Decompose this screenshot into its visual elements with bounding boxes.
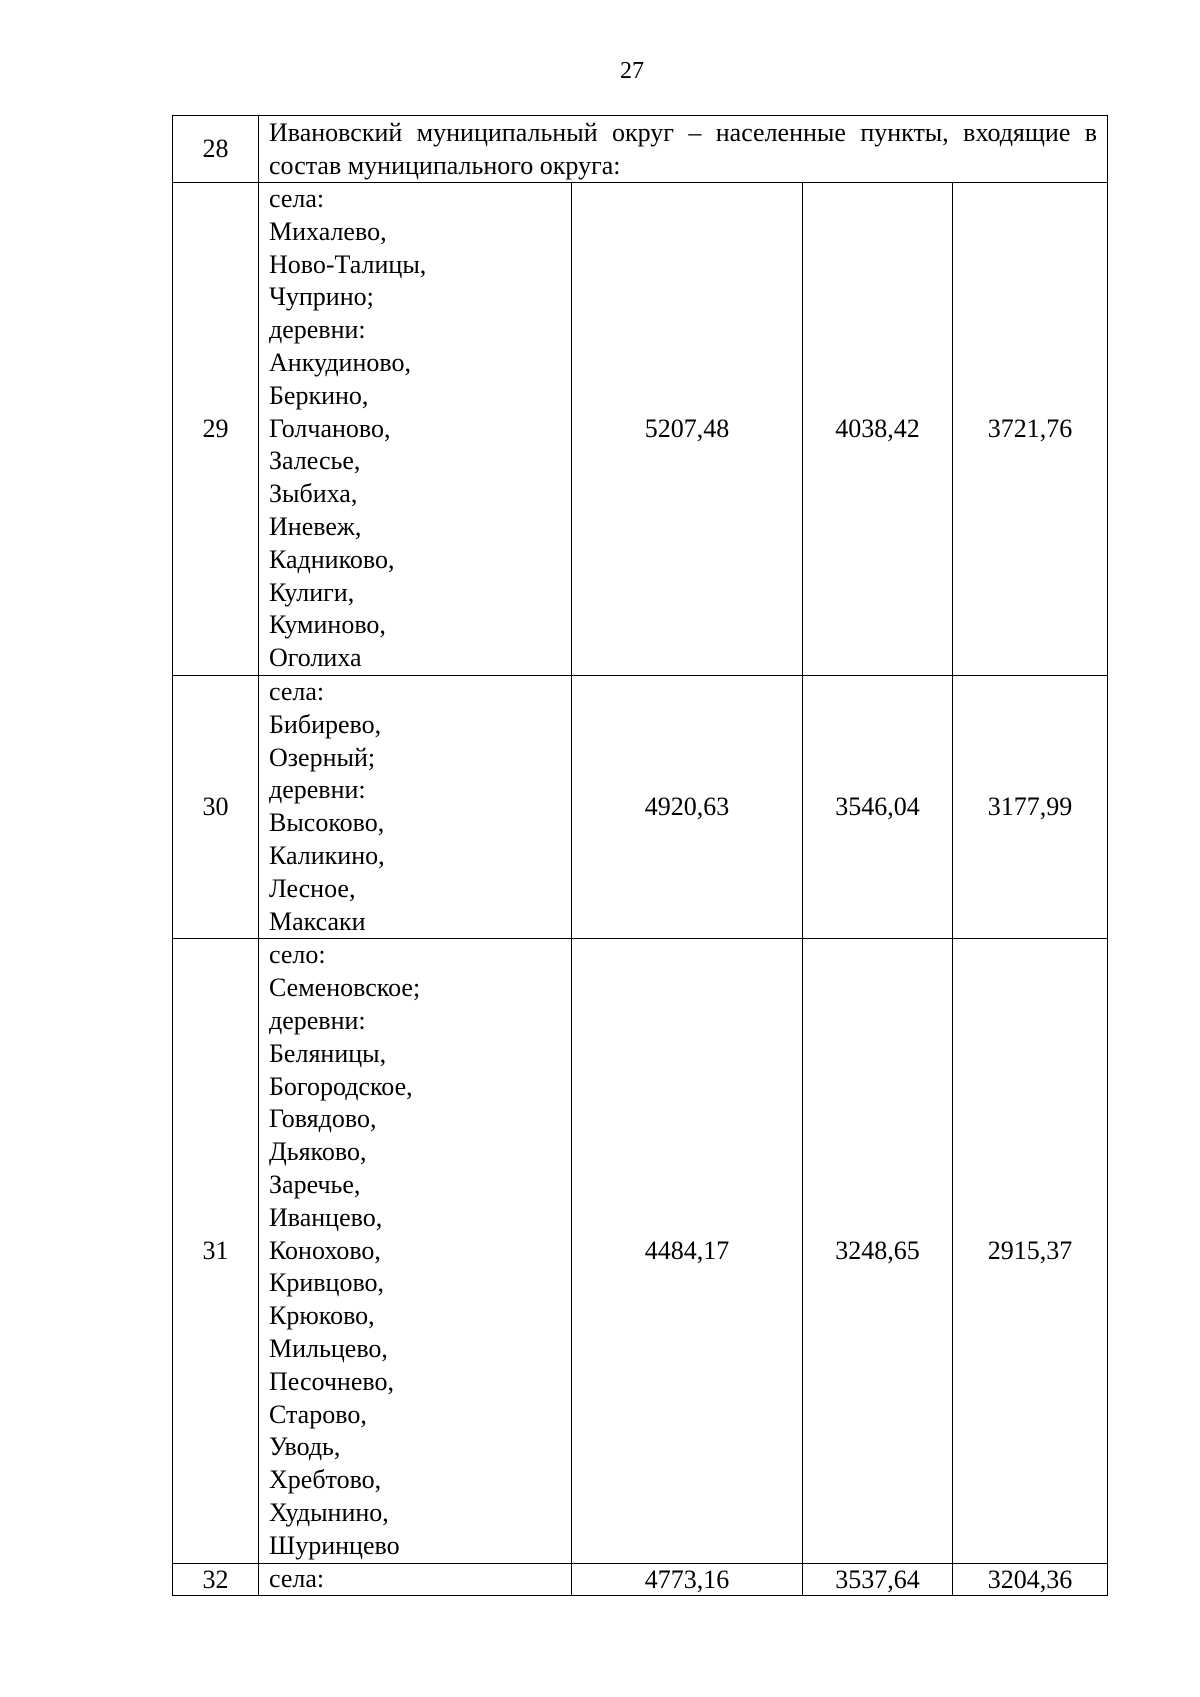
- settlement-name: Шуринцево: [269, 1530, 400, 1560]
- settlement-name: Зыбиха,: [269, 479, 358, 509]
- settlement-names-cell: [259, 676, 572, 939]
- table-row: [173, 1564, 1108, 1596]
- value-cell-3: 3177,99: [953, 676, 1108, 939]
- value-cell-2: 3248,65: [803, 939, 953, 1564]
- settlement-name: села:: [269, 184, 325, 213]
- settlement-name: Каликино,: [269, 840, 385, 870]
- settlement-name: село:: [269, 940, 326, 970]
- table-row: [173, 676, 1108, 939]
- table-row: [173, 939, 1108, 1564]
- settlement-name: Ново-Талицы,: [269, 249, 427, 279]
- settlement-name: Максаки: [269, 906, 366, 936]
- settlement-name: Иванцево,: [269, 1202, 383, 1232]
- settlement-name: Кривцово,: [269, 1268, 385, 1298]
- settlement-name: Уводь,: [269, 1432, 341, 1462]
- settlement-name: Говядово,: [269, 1104, 377, 1134]
- row-number: 28: [173, 116, 259, 183]
- value-cell-3: 3721,76: [953, 183, 1108, 676]
- settlement-name: Михалево,: [269, 216, 387, 246]
- settlement-name: Песочнево,: [269, 1366, 394, 1396]
- settlement-name: Хребтово,: [269, 1465, 382, 1495]
- settlement-name: Чуприно;: [269, 282, 374, 312]
- row-number: 32: [173, 1564, 259, 1596]
- settlement-name: Бибирево,: [269, 709, 382, 739]
- district-heading: Ивановский муниципальный округ – населенные пункты, входящие в состав муниципального округа:: [259, 116, 1108, 183]
- settlement-name: Конохово,: [269, 1235, 381, 1265]
- settlement-name: деревни:: [269, 775, 366, 805]
- value-cell-3: 2915,37: [953, 939, 1108, 1564]
- settlement-name: деревни:: [269, 1005, 366, 1035]
- settlement-name: Голчаново,: [269, 413, 391, 443]
- settlement-name: деревни:: [269, 315, 366, 345]
- row-number: 29: [173, 183, 259, 676]
- value-cell-1: 5207,48: [572, 183, 803, 676]
- settlement-name: Иневеж,: [269, 511, 362, 541]
- row-number: 31: [173, 939, 259, 1564]
- settlement-name: села:: [269, 677, 325, 706]
- settlement-name: Крюково,: [269, 1301, 375, 1331]
- value-cell-1: 4484,17: [572, 939, 803, 1564]
- settlement-names-cell: [259, 939, 572, 1564]
- settlement-name: Заречье,: [269, 1169, 361, 1199]
- settlement-name: Анкудиново,: [269, 347, 411, 377]
- table-row: [173, 183, 1108, 676]
- value-cell-3: 3204,36: [953, 1564, 1108, 1596]
- table-row-header: [173, 116, 1108, 183]
- settlement-name: Высоково,: [269, 808, 385, 838]
- settlements-table: [172, 115, 1108, 1596]
- settlement-name: Залесье,: [269, 446, 361, 476]
- settlement-name: села:: [269, 1564, 325, 1594]
- settlement-name: Беляницы,: [269, 1038, 387, 1068]
- settlement-names-cell: [259, 183, 572, 676]
- settlement-name: Оголиха: [269, 643, 362, 673]
- settlement-name: Старово,: [269, 1399, 367, 1429]
- settlement-name: Худынино,: [269, 1497, 389, 1527]
- settlement-name: Кадниково,: [269, 544, 395, 574]
- settlement-name: Озерный;: [269, 742, 376, 772]
- value-cell-2: 3546,04: [803, 676, 953, 939]
- row-number: 30: [173, 676, 259, 939]
- settlement-name: Дьяково,: [269, 1137, 367, 1167]
- settlement-name: Беркино,: [269, 380, 369, 410]
- page-number: 27: [620, 58, 644, 84]
- settlement-names-cell: [259, 1564, 572, 1596]
- settlement-name: Мильцево,: [269, 1333, 388, 1363]
- value-cell-2: 4038,42: [803, 183, 953, 676]
- settlement-name: Богородское,: [269, 1071, 413, 1101]
- value-cell-1: 4773,16: [572, 1564, 803, 1596]
- settlement-name: Семеновское;: [269, 973, 421, 1003]
- value-cell-2: 3537,64: [803, 1564, 953, 1596]
- settlement-name: Лесное,: [269, 873, 356, 903]
- value-cell-1: 4920,63: [572, 676, 803, 939]
- settlement-name: Кулиги,: [269, 577, 355, 607]
- settlement-name: Куминово,: [269, 610, 386, 640]
